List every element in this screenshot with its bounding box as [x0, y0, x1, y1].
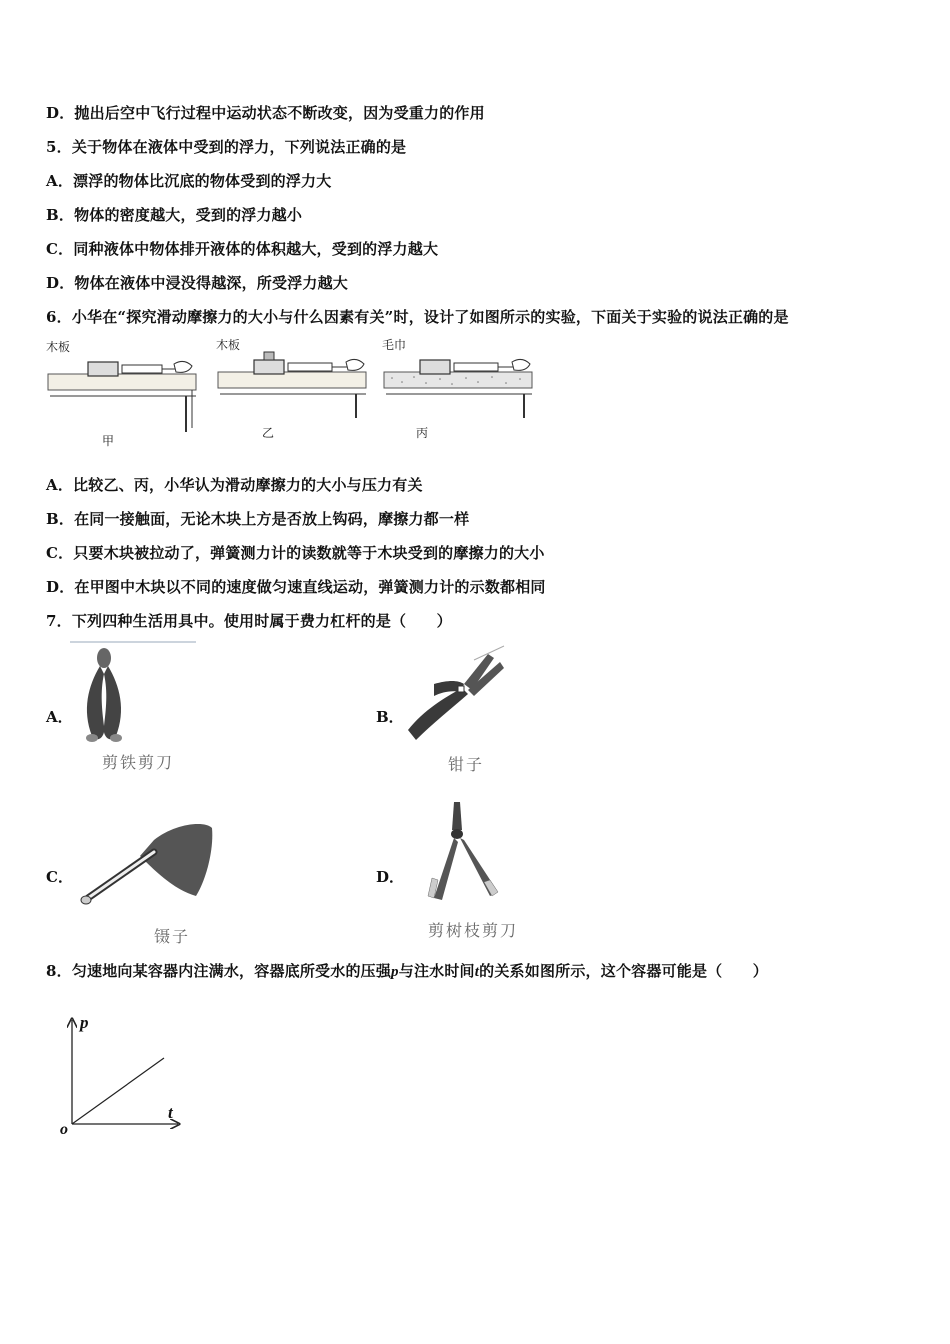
q7-option-c-label: C． [46, 868, 73, 886]
q4-option-d: D．抛出后空中飞行过程中运动状态不断改变，因为受重力的作用 [46, 104, 485, 122]
q6-option-d: D．在甲图中木块以不同的速度做匀速直线运动，弹簧测力计的示数都相同 [46, 578, 546, 596]
surface-label-3: 毛巾 [382, 338, 407, 352]
graph-x-label: t [168, 1103, 173, 1122]
pruning-shears-image [418, 798, 528, 910]
q7-option-d-label: D． [376, 868, 405, 886]
q7-stem: 7．下列四种生活用具中。使用时属于费力杠杆的是（ ） [46, 612, 452, 630]
q8-stem-mid: 与注水时间 [398, 962, 475, 980]
surface-label-1: 木板 [46, 340, 71, 354]
q8-stem-pre: 8．匀速地向某容器内注满水，容器底所受水的压强 [46, 962, 392, 980]
graph-pressure-line [72, 1058, 164, 1124]
tin-snips-image [70, 640, 200, 746]
experiment-1-drawing [44, 348, 204, 432]
q8-stem-post: 的关系如图所示，这个容器可能是（ ） [479, 962, 768, 980]
tweezers-image [74, 810, 224, 920]
tin-snips-caption: 剪铁剪刀 [102, 753, 175, 772]
q5-option-b: B．物体的密度越大，受到的浮力越小 [46, 206, 303, 224]
experiment-label-1: 甲 [102, 434, 115, 448]
pliers-image [404, 640, 514, 752]
experiment-2-drawing [214, 346, 374, 430]
graph-y-label: p [80, 1013, 89, 1032]
experiment-label-2: 乙 [262, 426, 275, 440]
q6-friction-figure [44, 334, 504, 450]
pressure-time-graph [54, 1010, 194, 1140]
experiment-label-3: 丙 [416, 426, 429, 440]
pruning-shears-caption: 剪树枝剪刀 [428, 921, 519, 940]
q7-option-b-label: B． [376, 708, 404, 726]
q6-option-a: A．比较乙、丙，小华认为滑动摩擦力的大小与压力有关 [46, 476, 423, 494]
pliers-caption: 钳子 [448, 755, 485, 774]
q8-var-p: p [391, 964, 399, 980]
q5-option-a: A．漂浮的物体比沉底的物体受到的浮力大 [46, 172, 332, 190]
tweezers-caption: 镊子 [154, 927, 191, 946]
q5-stem: 5．关于物体在液体中受到的浮力，下列说法正确的是 [46, 138, 407, 156]
q6-option-c: C．只要木块被拉动了，弹簧测力计的读数就等于木块受到的摩擦力的大小 [46, 544, 545, 562]
q6-option-b: B．在同一接触面，无论木块上方是否放上钩码，摩擦力都一样 [46, 510, 470, 528]
q5-option-c: C．同种液体中物体排开液体的体积越大，受到的浮力越大 [46, 240, 439, 258]
q8-stem [46, 960, 768, 981]
q6-stem: 6．小华在“探究滑动摩擦力的大小与什么因素有关”时，设计了如图所示的实验，下面关于实验的说法正确的是 [46, 308, 789, 326]
q5-option-d: D．物体在液体中浸没得越深，所受浮力越大 [46, 274, 349, 292]
surface-label-2: 木板 [216, 338, 241, 352]
graph-origin-label: o [60, 1121, 68, 1138]
q8-var-t: t [474, 964, 480, 980]
q7-option-a-label: A． [46, 708, 73, 726]
experiment-3-drawing [380, 346, 540, 430]
